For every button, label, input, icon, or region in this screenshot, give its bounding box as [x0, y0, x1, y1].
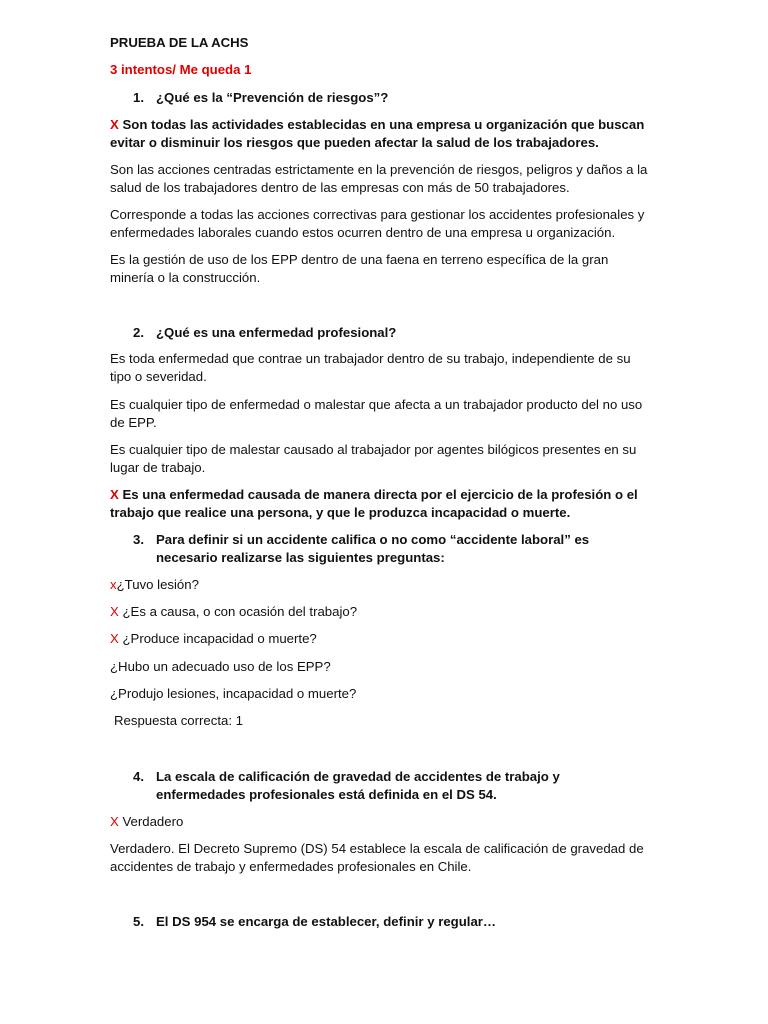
- attempts-note: 3 intentos/ Me queda 1: [110, 62, 252, 77]
- q1-question: ¿Qué es la “Prevención de riesgos”?: [156, 90, 389, 105]
- x-mark: x: [110, 577, 117, 592]
- q3-option: ¿Produjo lesiones, incapacidad o muerte?: [110, 686, 357, 701]
- q2-option: Es cualquier tipo de enfermedad o malestar que afecta a un trabajador producto del no uso de EPP.: [110, 397, 643, 430]
- q5-question: El DS 954 se encarga de establecer, definir y regular…: [156, 914, 497, 929]
- q2-option-selected: X Es una enfermedad causada de manera directa por el ejercicio de la profesión o el trabajo que realice una persona, y que le produzca incapacidad o muerte.: [110, 487, 638, 520]
- q3-option: ¿Hubo un adecuado uso de los EPP?: [110, 659, 331, 674]
- q3-correct-answer: Respuesta correcta: 1: [114, 713, 244, 728]
- x-mark: X: [110, 814, 119, 829]
- q5-number: 5.: [133, 914, 144, 929]
- q4-number: 4.: [133, 769, 144, 784]
- x-mark: X: [110, 631, 119, 646]
- q2-number: 2.: [133, 325, 144, 340]
- q1-option: Son las acciones centradas estrictamente en la prevención de riesgos, peligros y daños a la salud de los trabajadores dentro de las empresas con más de 50 trabajadores.: [110, 162, 648, 195]
- q3-question: Para definir si un accidente califica o no como “accidente laboral” es necesario realizarse las siguientes preguntas:: [156, 532, 590, 565]
- q3-option-selected: X ¿Es a causa, o con ocasión del trabajo?: [110, 604, 358, 619]
- q4-question: La escala de calificación de gravedad de accidentes de trabajo y enfermedades profesionales está definida en el DS 54.: [156, 769, 560, 802]
- q1-option: Corresponde a todas las acciones correctivas para gestionar los accidentes profesionales y enfermedades laborales cuando estos ocurren dentro de una empresa u organización.: [110, 207, 645, 240]
- q2-question: ¿Qué es una enfermedad profesional?: [156, 325, 397, 340]
- q3-option-selected: x¿Tuvo lesión?: [110, 577, 199, 592]
- q1-number: 1.: [133, 90, 144, 105]
- q1-option: Es la gestión de uso de los EPP dentro de una faena en terreno específica de la gran minería o la construcción.: [110, 252, 609, 285]
- q2-option: Es cualquier tipo de malestar causado al trabajador por agentes bilógicos presentes en su lugar de trabajo.: [110, 442, 637, 475]
- document-title: PRUEBA DE LA ACHS: [110, 35, 249, 50]
- q4-option-selected: X Verdadero: [110, 814, 184, 829]
- x-mark: X: [110, 604, 119, 619]
- q3-number: 3.: [133, 532, 144, 547]
- x-mark: X: [110, 117, 119, 132]
- q1-option-selected: X Son todas las actividades establecidas en una empresa u organización que buscan evitar o disminuir los riesgos que pueden afectar la salud de los trabajadores.: [110, 117, 645, 150]
- q2-option: Es toda enfermedad que contrae un trabajador dentro de su trabajo, independiente de su tipo o severidad.: [110, 351, 631, 384]
- q3-option-selected: X ¿Produce incapacidad o muerte?: [110, 631, 317, 646]
- q4-explanation: Verdadero. El Decreto Supremo (DS) 54 establece la escala de calificación de gravedad de accidentes de trabajo y enfermedades profesionales en Chile.: [110, 841, 644, 874]
- x-mark: X: [110, 487, 119, 502]
